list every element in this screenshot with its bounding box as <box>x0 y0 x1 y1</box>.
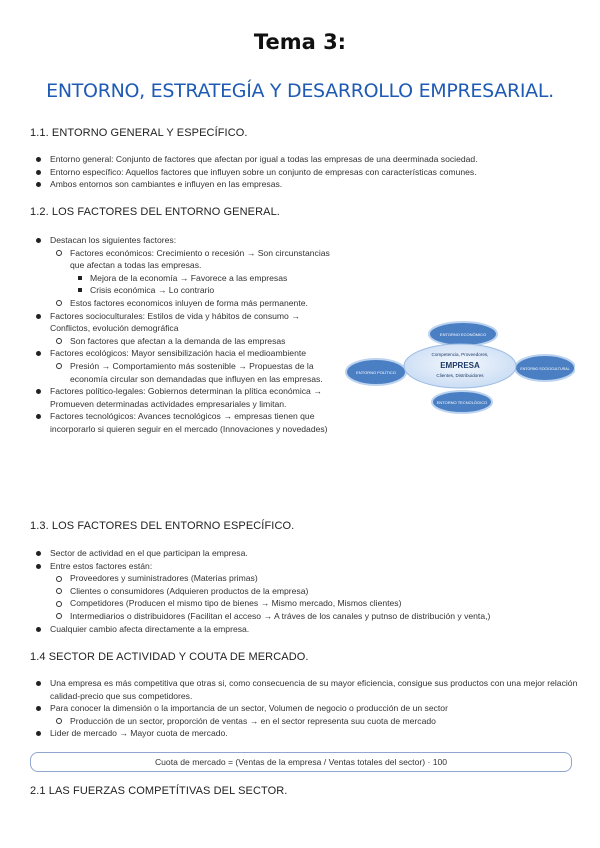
list-item: Destacan los siguientes factores: <box>30 234 338 247</box>
list-item: Crisis económica → Lo contrario <box>30 284 338 297</box>
bottom-petal-label: ENTORNO TECNOLÓGICO <box>436 400 488 405</box>
list-item: Factores político-legales: Gobiernos determinan la plítica económica → Promueven determinadas actividades empresariales y limitan. <box>30 385 338 410</box>
section-1-3-list <box>30 547 580 635</box>
list-item: Intermediarios o distribuidores (Facilitan el acceso → A tráves de los canales y putnso de distribución y venta,) <box>30 610 580 623</box>
page-title: Tema 3: <box>253 30 347 54</box>
list-item: Sector de actividad en el que participan la empresa. <box>30 547 580 560</box>
section-heading-1-3: 1.3. LOS FACTORES DEL ENTORNO ESPECÍFICO. <box>30 520 295 532</box>
list-item: Proveedores y suministradores (Materias primas) <box>30 572 580 585</box>
list-item: Para conocer la dimensión o la importancia de un sector, Volumen de negocio o producción de un sector <box>30 702 580 715</box>
center-main-text: EMPRESA <box>440 361 480 370</box>
section-heading-1-2: 1.2. LOS FACTORES DEL ENTORNO GENERAL. <box>30 206 280 218</box>
list-item: Mejora de la economía → Favorece a las empresas <box>30 272 338 285</box>
page-subtitle: ENTORNO, ESTRATEGÍA Y DESARROLLO EMPRESARIAL. <box>46 80 554 102</box>
list-item: Entorno específico: Aquellos factores que influyen sobre un conjunto de empresas con características comunes. <box>30 166 580 179</box>
section-1-4-list <box>30 677 580 740</box>
section-heading-1-1: 1.1. ENTORNO GENERAL Y ESPECÍFICO. <box>30 127 248 139</box>
list-item: Clientes o consumidores (Adquieren productos de la empresa) <box>30 585 580 598</box>
list-item: Lider de mercado → Mayor cuota de mercado. <box>30 727 580 740</box>
section-heading-1-4: 1.4 SECTOR DE ACTIVIDAD Y COUTA DE MERCADO. <box>30 651 309 663</box>
list-item: Son factores que afectan a la demanda de las empresas <box>30 335 338 348</box>
entorno-diagram-svg <box>345 318 575 414</box>
list-item: Entorno general: Conjunto de factores que afectan por igual a todas las empresas de una deerminada sociedad. <box>30 153 580 166</box>
list-item: Cualquier cambio afecta directamente a la empresa. <box>30 623 580 636</box>
list-item: Ambos entornos son cambiantes e influyen en las empresas. <box>30 178 580 191</box>
list-item: Factores económicos: Crecimiento o recesión → Son circunstancias que afectan a todas las empresas. <box>30 247 338 272</box>
top-petal-label: ENTORNO ECONÓMICO <box>439 332 487 337</box>
list-item: Estos factores economicos inluyen de forma más permanente. <box>30 297 338 310</box>
list-item: Factores ecológicos: Mayor sensibilización hacia el medioambiente <box>30 347 338 360</box>
entorno-diagram <box>345 318 575 414</box>
center-top-text: Competencia, Proveedores, <box>431 352 489 357</box>
section-1-1-list <box>30 153 580 191</box>
list-item: Una empresa es más competitiva que otras si, como consecuencia de su mayor eficiencia, consigue sus productos con una mejor relación calidad-precio que sus competidores. <box>30 677 580 702</box>
list-item: Entre estos factores están: <box>30 560 580 573</box>
list-item: Factores tecnológicos: Avances tecnológicos → empresas tienen que incorporarlo si quieren seguir en el mercado (Innovaciones y novedades) <box>30 410 338 435</box>
list-item: Competidores (Producen el mismo tipo de bienes → Mismo mercado, Mismos clientes) <box>30 597 580 610</box>
section-heading-2-1: 2.1 LAS FUERZAS COMPETÍTIVAS DEL SECTOR. <box>30 785 288 797</box>
right-petal-label: ENTORNO SOCIOCULTURAL <box>520 367 570 371</box>
list-item: Presión → Comportamiento más sostenible → Propuestas de la economía circular son demandadas que influyen en las empresas. <box>30 360 338 385</box>
list-item: Producción de un sector, proporción de ventas → en el sector representa suu cuota de mercado <box>30 715 580 728</box>
section-1-2-list <box>30 234 338 436</box>
list-item: Factores socioculturales: Estilos de vida y hábitos de consumo → Conflictos, evolución demográfica <box>30 310 338 335</box>
market-share-formula: Cuota de mercado = (Ventas de la empresa / Ventas totales del sector) · 100 <box>30 752 572 772</box>
center-bottom-text: Clientes, Distribuidores <box>436 373 484 378</box>
left-petal-label: ENTORNO POLÍTICO <box>356 370 396 375</box>
